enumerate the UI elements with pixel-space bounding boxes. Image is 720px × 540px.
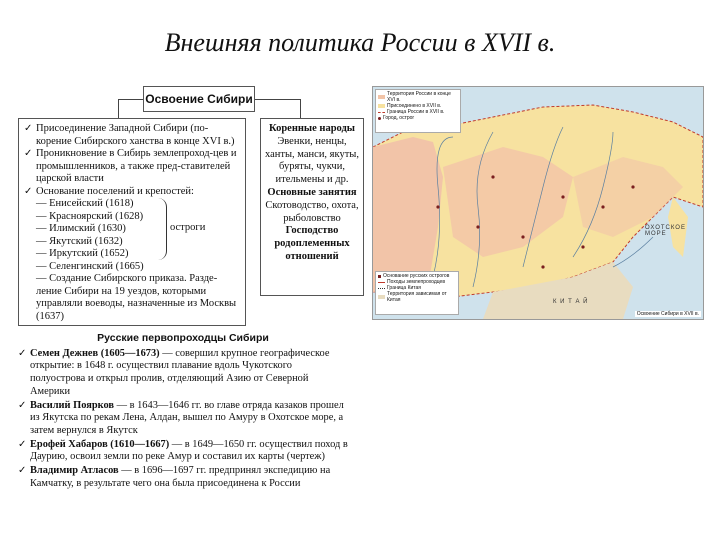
explorer-item: ✓ Владимир Атласов — в 1696—1697 гг. предпринял экспедицию на Камчатку, в результате чего она была присоединена к России (18, 465, 331, 489)
map-caption: Освоение Сибири в XVII в. (636, 311, 699, 317)
fort-item: — Селенгинский (1665) (36, 260, 144, 272)
connector-left-down (118, 99, 119, 118)
occupations-heading: Основные занятия (267, 186, 357, 198)
legend-item: Основание русских острогов (378, 273, 456, 279)
brace-icon (158, 198, 167, 260)
legend-item: Граница России в XVII в. (378, 109, 458, 115)
legend-item: Территория зависимая от Китая (378, 291, 456, 303)
list-item: ✓ Основание поселений и крепостей: (24, 185, 194, 197)
occupations-text: Скотоводство, охота, рыболовство (265, 199, 359, 224)
ostrogi-label: остроги (170, 222, 206, 233)
siberia-map (372, 86, 704, 320)
connector-right (255, 99, 300, 100)
explorer-item: ✓ Семен Дежнев (1605—1673) — совершил крупное географическое открытие: в 1648 г. осуществил плавание вдоль Чукотского полуострова и открыл пролив, отделяющий Азию от Северной Америки (18, 347, 330, 397)
map-legend-top (375, 89, 461, 133)
fort-item: — Енисейский (1618) (36, 198, 134, 209)
page-title: Внешняя политика России в XVII в. (164, 28, 556, 57)
fort-item: — Иркутский (1652) (36, 248, 129, 259)
legend-item: Граница Китая (378, 285, 456, 291)
siberia-diagram (18, 86, 368, 326)
list-item: — Создание Сибирского приказа. Разде-ление Сибири на 19 уездов, которыми управляли воеводы, назначенные из Москвы (1637) (36, 273, 237, 322)
explorers-title: Русские первопроходцы Сибири (97, 332, 269, 344)
fort-item: — Красноярский (1628) (36, 210, 144, 222)
fort-item: — Илимский (1630) (36, 223, 126, 234)
peoples-heading: Коренные народы (268, 123, 356, 134)
legend-item: Город, острог (378, 115, 458, 121)
dominance-heading: Господство родоплеменных отношений (274, 225, 350, 262)
legend-item: Территория России в конце XVI в. (378, 91, 458, 103)
fort-item: — Якутский (1632) (36, 235, 123, 247)
list-item: ✓ Присоединение Западной Сибири (по-корение Сибирского ханства в конце XVI в.) (24, 123, 235, 147)
china-label: К И Т А Й (553, 299, 589, 305)
diagram-head: Освоение Сибири (143, 86, 255, 112)
list-item: ✓ Проникновение в Сибирь землепроход-цев и промышленников, а также пред-ставителей царской власти (24, 148, 237, 184)
connector-right-down (300, 99, 301, 118)
connector-left (118, 99, 143, 100)
explorer-item: ✓ Василий Поярков — в 1643—1646 гг. во главе отряда казаков прошел из Якутска по рекам Лена, Алдан, вышел по Амуру в Охотское море, а затем вернулся в Якутск (18, 399, 344, 436)
legend-item: Походы землепроходцев (378, 279, 456, 285)
fort-list (36, 198, 240, 273)
right-box (260, 118, 364, 296)
sea-label: ОХОТСКОЕ МОРЕ (645, 225, 686, 237)
left-box (18, 118, 246, 326)
legend-item: Присоединено в XVII в. (378, 103, 458, 109)
map-legend-bottom (375, 271, 459, 315)
explorer-item: ✓ Ерофей Хабаров (1610—1667) — в 1649—1650 гг. осуществил поход в Даурию, освоил земли по реке Амур и составил их карты (чертеж) (18, 438, 348, 463)
explorers-section (18, 332, 348, 528)
peoples-text: Эвенки, ненцы, ханты, манси, якуты, буряты, чукчи, ительмены и др. (265, 135, 359, 186)
